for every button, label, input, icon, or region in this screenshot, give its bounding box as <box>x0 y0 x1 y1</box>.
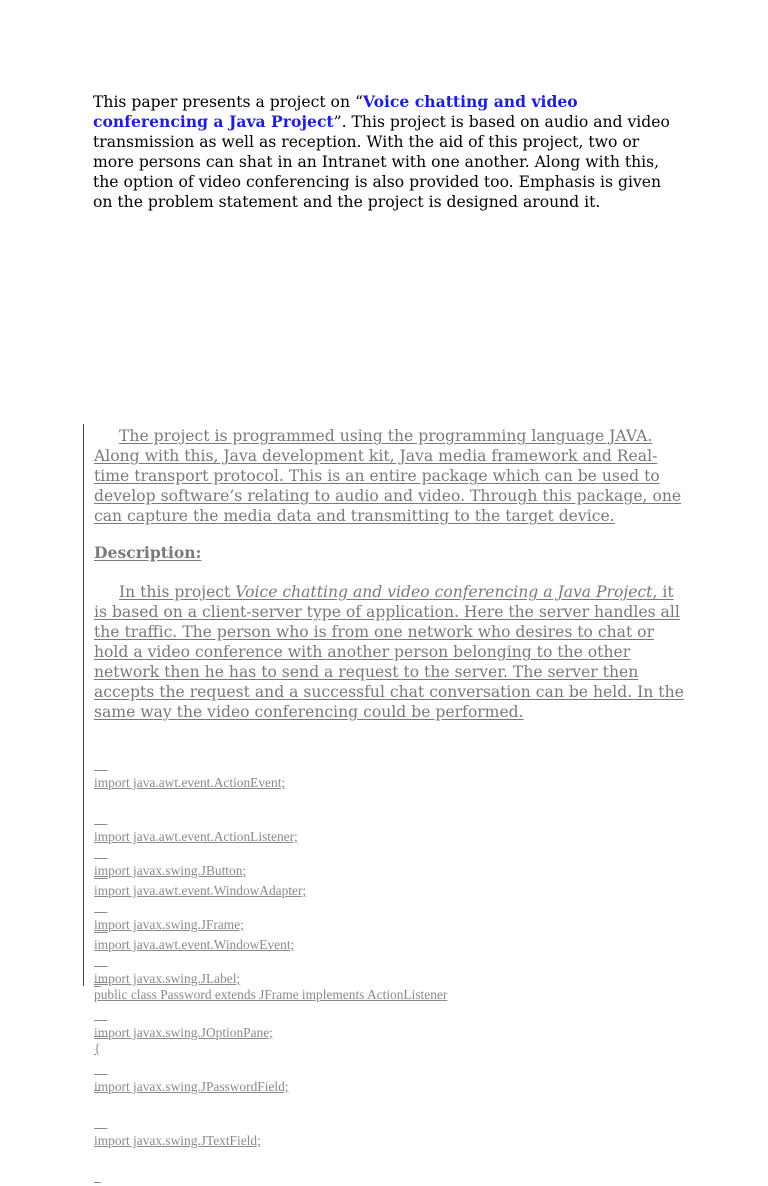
class-declaration-block <box>94 950 684 1094</box>
description-text-after: , it is based on a client-server type of application. Here the server handles all the traffic. The person who is from one network who desires to chat or hold a video conference with another person belonging to the other network then he has to send a request to the server. The server then accepts the request and a successful chat conversation can be held. In the same way the video conferencing could be performed. <box>94 583 684 721</box>
code-line: import javax.swing.JFrame; <box>94 917 244 932</box>
intro-paragraph <box>93 92 678 212</box>
code-line: import javax.swing.JOptionPane; <box>94 1025 273 1040</box>
overview-paragraph <box>94 426 684 526</box>
intro-text-after: ”. This project is based on audio and video transmission as well as reception. With the aid of this project, two or more persons can shat in an Intranet with one another. Along with this, the option of video conferencing is also provided too. Emphasis is given on the problem statement and the project is designed around it. <box>93 113 670 211</box>
project-title-highlight: Voice chatting and video conferencing a Java Project <box>93 92 578 131</box>
code-line: public class Password extends JFrame implements ActionListener <box>94 987 448 1002</box>
code-line: import javax.swing.JTextField; <box>94 1133 261 1148</box>
code-line: import java.awt.event.WindowAdapter; <box>94 883 307 898</box>
code-line: import java.awt.event.ActionEvent; <box>94 775 286 790</box>
code-line: import java.awt.event.WindowEvent; <box>94 937 295 952</box>
intro-text-before: This paper presents a project on “ <box>93 93 363 111</box>
overview-text: The project is programmed using the programming language JAVA. Along with this, Java development kit, Java media framework and Real-time transport protocol. This is an entire package which can be used to develop software’s relating to audio and video. Through this package, one can capture the media data and transmitting to the target device. <box>94 427 682 525</box>
code-line: import javax.swing.JButton; <box>94 863 247 878</box>
description-project-title: Voice chatting and video conferencing a Java Project <box>235 583 653 601</box>
description-text-before: In this project <box>119 583 236 601</box>
tracked-changes-section <box>83 424 684 1148</box>
description-paragraph <box>94 582 684 722</box>
description-heading: Description: <box>94 543 202 562</box>
code-line: { <box>94 1041 101 1056</box>
code-line: import java.awt.event.ActionListener; <box>94 829 298 844</box>
code-line: import javax.swing.JPasswordField; <box>94 1079 289 1094</box>
code-line: import javax.swing.JLabel; <box>94 971 241 986</box>
